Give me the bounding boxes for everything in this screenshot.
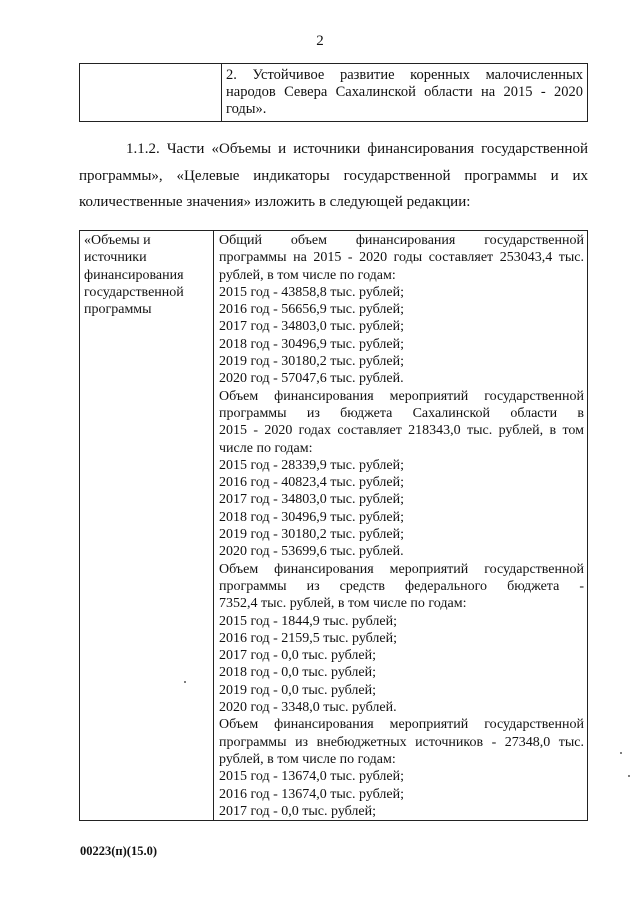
financing-line: 2016 год - 56656,9 тыс. рублей;: [219, 302, 405, 318]
page-number: 2: [316, 33, 324, 49]
financing-line: программы из внебюджетных источников - 27348,0 тыс.: [219, 734, 584, 750]
financing-line: 2020 год - 53699,6 тыс. рублей.: [219, 544, 404, 560]
continuation-line: годы».: [226, 101, 267, 117]
financing-line: программы на 2015 - 2020 годы составляет 253043,4 тыс.: [219, 250, 584, 266]
financing-table: [79, 230, 588, 821]
section-heading-cell: [80, 231, 214, 821]
continuation-line: 2. Устойчивое развитие коренных малочисленных: [226, 67, 583, 83]
section-heading-line: источники: [84, 250, 147, 266]
financing-line: 2016 год - 40823,4 тыс. рублей;: [219, 475, 405, 491]
financing-line: 7352,4 тыс. рублей, в том числе по годам:: [219, 596, 467, 612]
financing-line: рублей, в том числе по годам:: [219, 751, 396, 767]
section-heading-line: программы: [84, 302, 152, 318]
financing-line: 2017 год - 34803,0 тыс. рублей;: [219, 319, 405, 335]
financing-line: 2018 год - 30496,9 тыс. рублей;: [219, 509, 405, 525]
scan-speck: [620, 752, 622, 754]
section-heading-line: «Объемы и: [84, 233, 151, 248]
scan-speck: [628, 775, 630, 777]
financing-details-cell: [214, 231, 588, 821]
financing-line: программы из бюджета Сахалинской области в: [219, 405, 584, 421]
financing-line: 2020 год - 57047,6 тыс. рублей.: [219, 371, 404, 387]
financing-line: Объем финансирования мероприятий государственной: [219, 388, 584, 404]
continuation-line: народов Севера Сахалинской области на 2015 - 2020: [226, 84, 583, 100]
continuation-table: [79, 63, 588, 122]
financing-line: 2016 год - 2159,5 тыс. рублей;: [219, 630, 398, 646]
financing-line: 2018 год - 30496,9 тыс. рублей;: [219, 336, 405, 352]
financing-line: 2019 год - 30180,2 тыс. рублей;: [219, 354, 405, 370]
financing-line: 2018 год - 0,0 тыс. рублей;: [219, 665, 377, 681]
amendment-paragraph: 1.1.2. Части «Объемы и источники финансирования государственной программы», «Целевые индикаторы государственной программы и их количественные значения» изложить в следующей редакции:: [79, 141, 588, 210]
document-code: 00223(п)(15.0): [80, 844, 157, 858]
scan-speck: [184, 681, 186, 683]
continuation-empty-cell: [80, 64, 222, 122]
section-heading-line: государственной: [84, 284, 184, 300]
financing-line: 2019 год - 30180,2 тыс. рублей;: [219, 527, 405, 543]
financing-line: 2017 год - 0,0 тыс. рублей;: [219, 803, 377, 819]
financing-line: 2015 год - 28339,9 тыс. рублей;: [219, 457, 405, 473]
continuation-text-cell: [222, 64, 588, 122]
section-heading-line: финансирования: [84, 267, 184, 283]
financing-line: 2019 год - 0,0 тыс. рублей;: [219, 682, 377, 698]
financing-line: 2020 год - 3348,0 тыс. рублей.: [219, 700, 397, 716]
financing-line: 2016 год - 13674,0 тыс. рублей;: [219, 786, 405, 802]
financing-line: Общий объем финансирования государственной: [219, 233, 584, 248]
financing-line: 2015 год - 1844,9 тыс. рублей;: [219, 613, 398, 629]
financing-line: Объем финансирования мероприятий государственной: [219, 561, 584, 577]
financing-line: 2017 год - 34803,0 тыс. рублей;: [219, 492, 405, 508]
financing-line: 2015 - 2020 годах составляет 218343,0 тыс. рублей, в том: [219, 423, 584, 439]
financing-line: программы из средств федерального бюджета -: [219, 578, 584, 594]
financing-line: 2015 год - 13674,0 тыс. рублей;: [219, 769, 405, 785]
financing-line: числе по годам:: [219, 440, 313, 456]
financing-line: Объем финансирования мероприятий государственной: [219, 717, 584, 733]
financing-line: 2015 год - 43858,8 тыс. рублей;: [219, 284, 405, 300]
financing-line: 2017 год - 0,0 тыс. рублей;: [219, 648, 377, 664]
financing-line: рублей, в том числе по годам:: [219, 267, 396, 283]
